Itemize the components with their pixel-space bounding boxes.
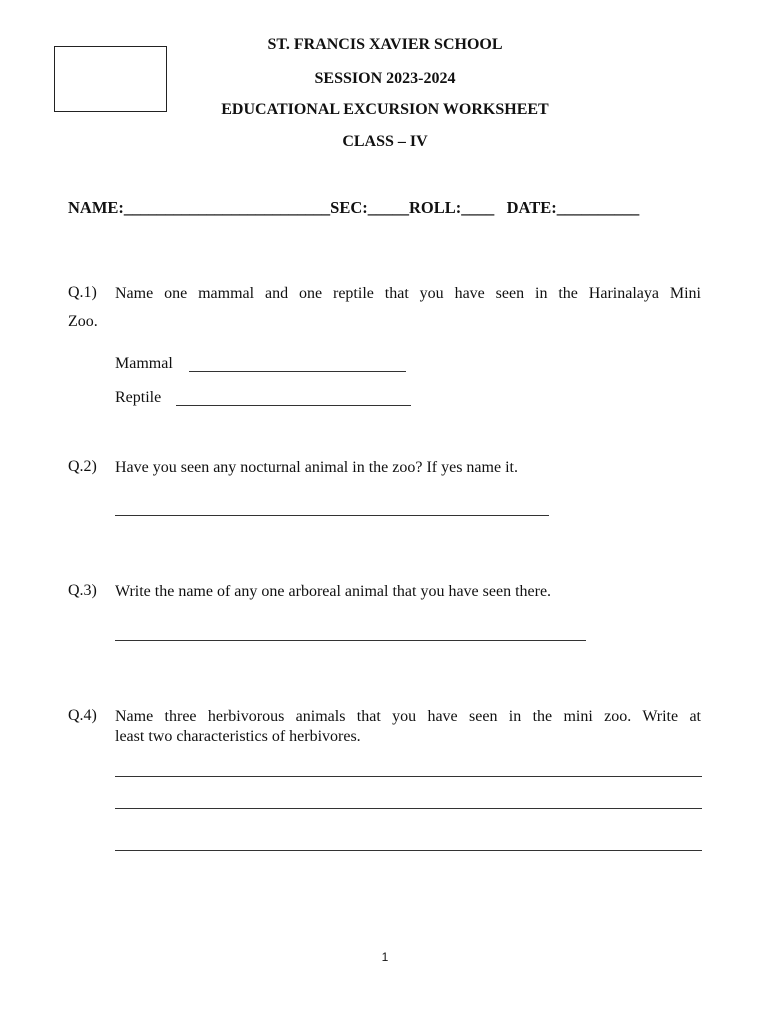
page-number: 1 [381, 950, 389, 964]
student-info-line[interactable]: NAME:_________________________SEC:_____ROLL:____ DATE:__________ [68, 198, 640, 217]
question-1-text-continued: Zoo. [68, 313, 98, 330]
question-2-text: Have you seen any nocturnal animal in the zoo? If yes name it. [115, 459, 518, 476]
session-label: SESSION 2023-2024 [314, 70, 456, 87]
question-2-answer-line[interactable] [115, 515, 549, 516]
class-label: CLASS – IV [342, 133, 428, 150]
question-4-text-continued: least two characteristics of herbivores. [115, 728, 361, 745]
question-4-answer-line-3[interactable] [115, 850, 702, 851]
mammal-answer-line[interactable] [189, 371, 406, 372]
mammal-label: Mammal [115, 355, 173, 372]
worksheet-title: EDUCATIONAL EXCURSION WORKSHEET [221, 101, 549, 118]
question-4-number: Q.4) [68, 707, 97, 724]
reptile-answer-line[interactable] [176, 405, 411, 406]
question-1-text: Name one mammal and one reptile that you have seen in the Harinalaya Mini [115, 285, 701, 302]
question-3-answer-line[interactable] [115, 640, 586, 641]
reptile-label: Reptile [115, 389, 162, 406]
question-3-text: Write the name of any one arboreal animal that you have seen there. [115, 583, 552, 600]
question-2-number: Q.2) [68, 458, 97, 475]
question-4-answer-line-2[interactable] [115, 808, 702, 809]
school-name: ST. FRANCIS XAVIER SCHOOL [267, 36, 503, 53]
question-4-text: Name three herbivorous animals that you have seen in the mini zoo. Write at [115, 708, 701, 725]
question-4-answer-line-1[interactable] [115, 776, 702, 777]
question-3-number: Q.3) [68, 582, 97, 599]
question-1-number: Q.1) [68, 284, 97, 301]
